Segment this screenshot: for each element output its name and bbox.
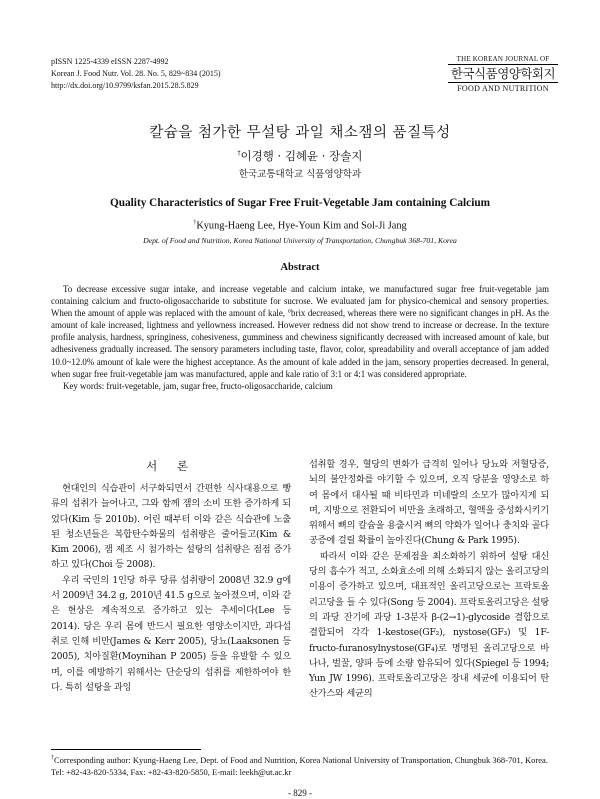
body-column-right <box>309 457 549 702</box>
doi-link[interactable]: http://dx.doi.org/10.9799/ksfan.2015.28.5.829 <box>51 81 199 90</box>
authors-korean <box>0 148 600 164</box>
authors-english <box>0 220 600 231</box>
affiliation-korean: 한국교통대학교 식품영양학과 <box>238 169 362 180</box>
affiliation-english: Dept. of Food and Nutrition, Korea National University of Transportation, Chungbuk 368-701, Korea <box>143 236 457 245</box>
header-citation-block <box>51 56 221 92</box>
paper-title-korean: 칼슘을 첨가한 무설탕 과일 채소잼의 품질특성 <box>149 125 451 141</box>
authors-korean-names: 이경행 · 김혜윤 · 장솔지 <box>240 149 363 163</box>
section-heading-introduction: 서 론 <box>146 459 196 473</box>
issn-line: pISSN 1225-4339 eISSN 2287-4992 <box>51 57 169 66</box>
journal-rule-bottom <box>448 82 558 83</box>
abstract-body: To decrease excessive sugar intake, and increase vegetable and calcium intake, we manufactured sugar free fruit-vegetable jam containing calcium and fructo-oligosaccharide to substitute for sucrose. We evaluated jam for physico-chemical and sensory properties. When the amount of apple was replaced with the amount of kale, °brix decreased, whereas there were no significant changes in pH. As the amount of kale increased, lightness and yellowness increased. However redness did not show trend to increase or decrease. In the texture profile analysis, hardness, springiness, cohesiveness, gumminess and chewiness significantly decreased with increased amount of kale, but adhesiveness gradually increased. The sensory parameters including taste, flavor, color, spreadability and overall acceptance of jam added 10.0~12.0% amount of kale were the highest acceptance. As the amount of kale added in the jam, sensory properties decreased. In general, when sugar free fruit-vegetable jam was manufactured, apple and kale ratio of 3:1 or 4:1 was considered appropriate. <box>51 284 549 379</box>
journal-name-en-bottom: FOOD AND NUTRITION <box>457 84 549 93</box>
keywords: Key words: fruit-vegetable, jam, sugar free, fructo-oligosaccharide, calcium <box>63 380 333 391</box>
footnote-divider <box>51 749 201 750</box>
corresponding-mark-en: † <box>193 220 197 226</box>
corresponding-author-footnote <box>51 752 551 778</box>
authors-english-names: Kyung-Haeng Lee, Hye-Youn Kim and Sol-Ji Jang <box>196 220 407 232</box>
page-number: - 829 - <box>288 788 312 798</box>
footnote-text: Corresponding author: Kyung-Haeng Lee, Dept. of Food and Nutrition, Korea National University of Transportation, Chungbuk 368-701, Korea. Tel: +82-43-820-5334, Fax: +82-43-820-5850, E-mail: leekh@ut.ac.kr <box>51 754 548 777</box>
citation-line: Korean J. Food Nutr. Vol. 28. No. 5, 829~834 (2015) <box>51 69 221 78</box>
paragraph: 따라서 이와 같은 문제점을 최소화하기 위하여 설탕 대신 당의 흡수가 적고, 소화효소에 의해 소화되지 않는 올리고당의 이용이 증가하고 있으며, 대표적인 올리고당으로는 프락토올리고당을 들 수 있다(Song 등 2004). 프락토올리고당은 설탕의 과당 잔기에 과당 1-3분자 β-(2→1)-glycoside 결합으로 결합되어 각각 1-kestose(GF₂), nystose(GF₃) 및 1F-fructo-furanosylnystose(GF₄)로 명명된 올리고당으로 바나나, 벌꿀, 양파 등에 소량 함유되어 있다(Spiegel 등 1994; Yun JW 1996). 프락토올리고당은 장내 세균에 이용되어 탄산가스와 세균의 <box>309 550 549 700</box>
footnote-mark: † <box>51 755 54 761</box>
abstract-heading: Abstract <box>280 262 320 273</box>
body-column-left <box>51 457 291 695</box>
corresponding-mark: † <box>237 150 241 158</box>
paragraph: 섭취할 경우, 혈당의 변화가 급격히 일어나 당뇨와 저혈당증, 뇌의 불안정화를 야기할 수 있으며, 오직 당분을 영양소로 하여 몸에서 대사될 때 비타민과 미네랄의 소모가 많아지게 되며, 지방으로 전환되어 비만을 초래하고, 혈액을 중성화시키기 위해서 뼈의 칼슘을 용출시켜 뼈의 약화가 일어나 충치와 골다공증에 걸릴 확률이 높아진다(Chung & Park 1995). <box>309 459 549 547</box>
journal-rule-top <box>448 64 558 65</box>
journal-name-ko: 한국식품영양학회지 <box>450 66 556 81</box>
paragraph: 현대인의 식습관이 서구화되면서 간편한 식사대용으로 빵류의 섭취가 늘어나고, 그와 함께 잼의 소비 또한 증가하게 되었다(Kim 등 2010b). 어린 때부터 이와 같은 식습관에 노출된 청소년들은 복합탄수화물의 섭취량은 줄어들고(Kim & Kim 2006), 잼 제조 시 첨가하는 설탕의 섭취량은 점점 증가하고 있다(Choi 등 2008). <box>51 483 291 571</box>
abstract-section <box>51 283 549 392</box>
journal-name-en-top: THE KOREAN JOURNAL OF <box>456 55 550 63</box>
journal-logo <box>448 55 558 93</box>
paragraph: 우리 국민의 1인당 하루 당류 섭취량이 2008년 32.9 g에서 2009년 34.2 g, 2010년 41.5 g으로 높아졌으며, 이와 같은 현상은 계속적으로 증가하고 있는 추세이다(Lee 등 2014). 당은 우리 몸에 반드시 필요한 영양소이지만, 과다섭취로 인해 비만(James & Kerr 2005), 당뇨(Laaksonen 등 2005), 치아질환(Moynihan P 2005) 등을 유발할 수 있으며, 이를 예방하기 위해서는 단순당의 섭취를 제한하여야 한다. 특히 설탕을 과잉 <box>51 574 291 693</box>
paper-title-english: Quality Characteristics of Sugar Free Fruit-Vegetable Jam containing Calcium <box>109 197 491 209</box>
